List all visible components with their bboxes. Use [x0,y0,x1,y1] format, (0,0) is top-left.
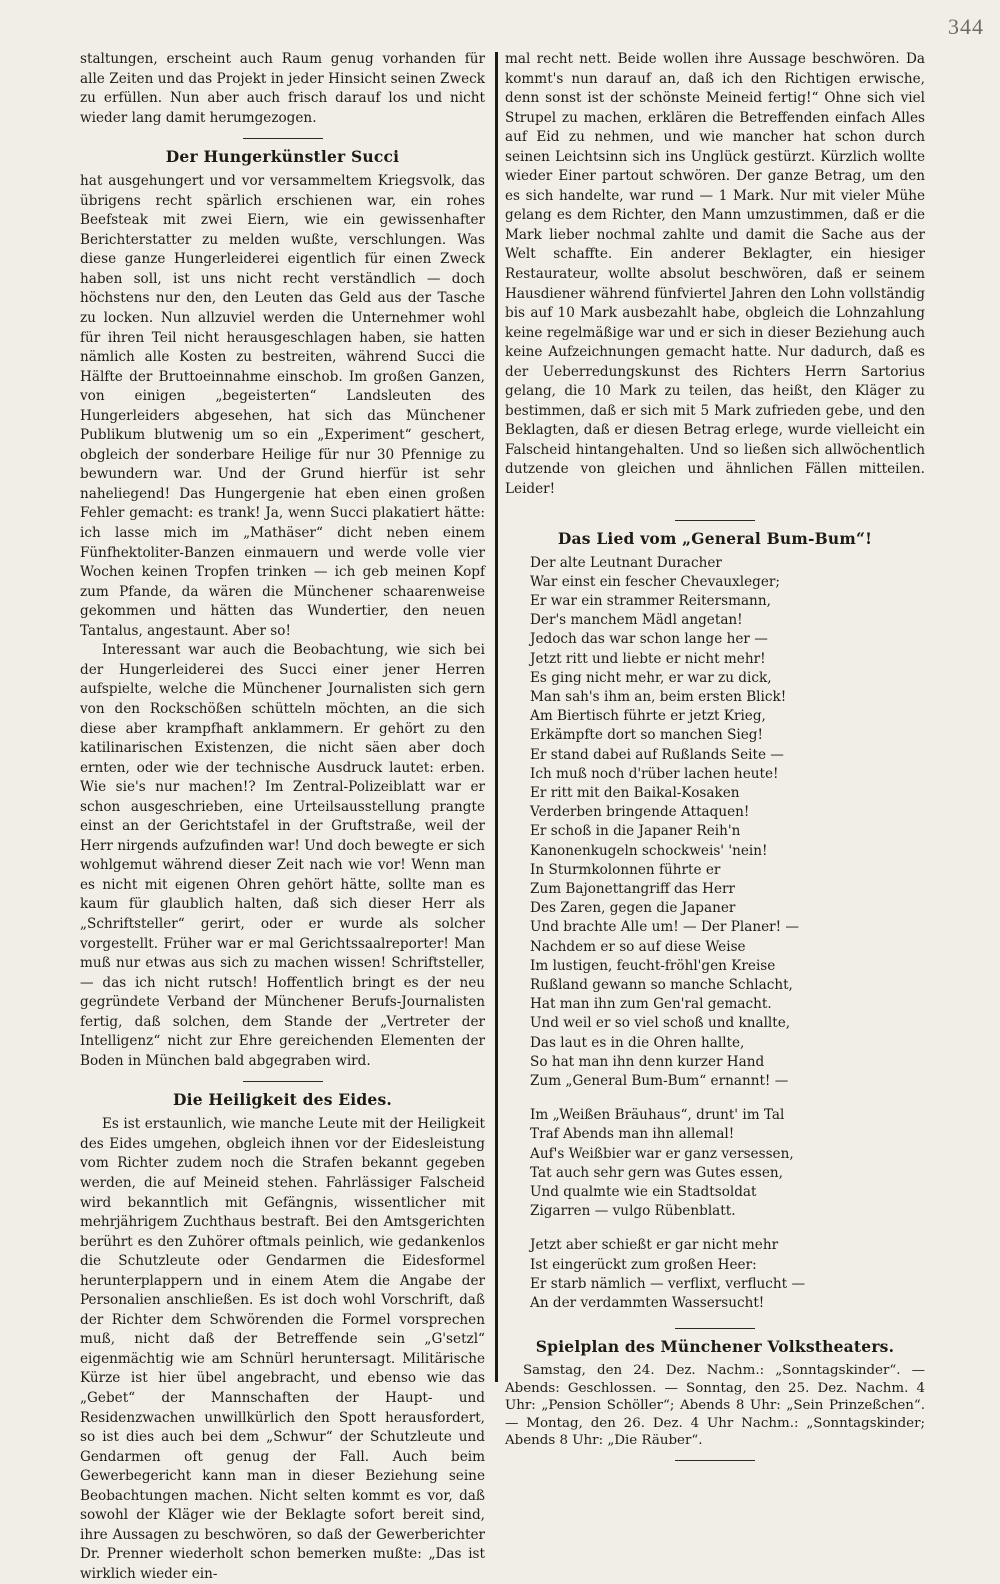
poem-line: Zum „General Bum-Bum“ ernannt! — [530,1073,789,1090]
playbill-text: Samstag, den 24. Dez. Nachm.: „Sonntagskinder“. — Abends: Geschlossen. — Sonntag, den 25. Dez. Nachm. 4 Uhr: „Pension Schöller“; Abends 8 Uhr: „Sein Prinzeßchen“. — Montag, den 26. Dez. 4 Uhr Nachm.: „Sonntagskinder; Abends 8 Uhr: „Die Räuber“. [505,1363,925,1449]
poem-line: Zum Bajonettangriff das Herr [530,881,736,898]
poem-line: Das laut es in die Ohren hallte, [530,1034,745,1051]
poem-line: Hat man ihn zum Gen'ral gemacht. [530,996,772,1013]
eid-paragraph-1: Es ist erstaunlich, wie manche Leute mit der Heiligkeit des Eides umgehen, obgleich ihnen vor der Eidesleistung vom Richter zudem noch die Strafen bekannt gegeben werden, die auf Meineid stehen. Fahrlässiger Falscheid wird bekanntlich mit Gefängnis, wissentlicher mit mehrjährigem Zuchthaus bestraft. Bei den Amtsgerichten berührt es den Zuhörer oftmals peinlich, wie gedankenlos die Schutzleute oder Gendarmen die Eidesformel herunterplappern und in einem Atem die Angabe der Personalien anschließen. Es ist doch wohl Vorschrift, daß der Richter dem Schwörenden die Formel vorsprechen muß, nicht daß der Betreffende sein „G'setzl“ eigenmächtig wie am Schnürl heruntersagt. Militärische Kürze ist hier übel angebracht, und ebenso wie das „Gebet“ der Mannschaften der Haupt- und Residenzwachen unwillkürlich den Spott herausfordert, so ist dies auch bei dem „Schwur“ der Schutzleute und Gendarmen oft genug der Fall. Auch beim Gewerbegericht kann man in dieser Beziehung seine Beobachtungen machen. Nicht selten kommt es vor, daß sowohl der Kläger wie der Beklagte sofort bereit sind, ihre Aussagen zu beschwören, so daß der Gewerberichter Dr. Prenner wiederholt schon bemerken mußte: „Das ist wirklich wieder ein- [80,1116,485,1582]
poem-line: Jetzt ritt und liebte er nicht mehr! [530,650,766,667]
poem-line: Man sah's ihm an, beim ersten Blick! [530,689,787,705]
poem-line: Verderben bringende Attaquen! [530,804,750,821]
poem-line: War einst ein fescher Chevauxleger; [530,573,780,590]
poem-line: Im lustigen, feucht-fröhl'gen Kreise [530,957,776,974]
poem-stanza [530,1236,925,1313]
poem-line: Und qualmte wie ein Stadtsoldat [530,1184,757,1201]
succi-paragraph-1: hat ausgehungert und vor versammeltem Kriegsvolk, das übrigens recht spärlich erschienen war, ein rohes Beefsteak mit zwei Eiern, wie ein gewissenhafter Berichterstatter zu melden wußte, verschlungen. Was diese ganze Hungerleiderei eigentlich für einen Zweck haben soll, ist uns nicht recht verständlich — doch höchstens nur den, den Leuten das Geld aus der Tasche zu locken. Nun allzuviel werden die Unternehmer wohl für ihren Teil nicht herausgeschlagen haben, sie hatten nämlich alle Kosten zu bestreiten, während Succi die Hälfte der Bruttoeinnahme einschob. Im großen Ganzen, von einigen „begeisterten“ Landsleuten des Hungerleiders abgesehen, hat sich das Münchener Publikum blutwenig um so ein „Experiment“ geschert, obgleich der sonderbare Heilige für nur 30 Pfennige zu bewundern war. Und der Grund hierfür ist sehr naheliegend! Das Hungergenie hat eben einen großen Fehler gemacht: es trank! Ja, wenn Succi plakatiert hätte: ich lasse mich im „Mathäser“ dicht neben einem Fünfhektoliter-Banzen einmauern und werde volle vier Wochen keinen Tropfen trinken — ich geb meinen Kopf zum Pfande, da wären die Münchener schaarenweise gekommen und hätten das Wundertier, den neuen Tantalus, angestaunt. Aber so! [80,173,485,639]
poem-line: Es ging nicht mehr, er war zu dick, [530,669,772,686]
left-column [80,50,485,1584]
section-divider [675,1328,755,1329]
poem-line: Er ritt mit den Baikal-Kosaken [530,785,740,802]
poem-line: Traf Abends man ihn allemal! [530,1126,735,1143]
eid-continuation: mal recht nett. Beide wollen ihre Aussage beschwören. Da kommt's nun darauf an, daß ich den Richtigen erwische, denn sonst ist der schönste Meineid fertig!“ Ohne sich viel Strupel zu machen, erklären die Betreffenden einfach Alles auf Eid zu nehmen, und wie mancher hat schon durch seinen Leichtsinn sich ins Unglück gestürzt. Kürzlich wollte wieder Einer partout schwören. Der ganze Betrag, um den es sich handelte, war rund — 1 Mark. Nur mit vieler Mühe gelang es dem Richter, den Mann umzustimmen, daß er die Mark lieber nochmal zahlte und damit die Sache aus der Welt schaffte. Ein anderer Beklagter, ein hiesiger Restaurateur, wollte absolut beschwören, daß er seinem Hausdiener während fünfviertel Jahren den Lohn vollständig bis auf 10 Mark ausbezahlt habe, obgleich die Lohnzahlung keine regelmäßige war und er sich in dieser Beziehung auch keine Aufzeichnungen gemacht hatte. Nur dadurch, daß es der Ueberredungskunst des Richters Herrn Sartorius gelang, die 10 Mark zu teilen, das heißt, den Kläger zu bestimmen, daß er sich mit 5 Mark zufrieden gebe, und den Beklagten, daß er diesen Betrag erlege, wurde vielleicht ein Falscheid hintangehalten. Und so ließen sich allwöchentlich dutzende von gleichen und ähnlichen Fällen mitteilen. Leider! [505,51,925,498]
intro-paragraph: staltungen, erscheint auch Raum genug vorhanden für alle Zeiten und das Projekt in jeder Hinsicht seinen Zweck zu erfüllen. Nun aber auch frisch darauf los und nicht wieder lang damit herumgezogen. [80,51,485,126]
poem-line: Tat auch sehr gern was Gutes essen, [530,1164,783,1181]
article-title-eid: Die Heiligkeit des Eides. [173,1090,392,1110]
poem-line: Jedoch das war schon lange her — [530,631,768,648]
section-divider [675,520,755,521]
poem-line: An der verdammten Wassersucht! [530,1295,765,1312]
poem-stanza [530,554,925,1092]
poem-line: Zigarren — vulgo Rübenblatt. [530,1203,736,1220]
poem-title: Das Lied vom „General Bum-Bum“! [557,528,873,548]
poem-line: Am Biertisch führte er jetzt Krieg, [530,708,766,725]
poem-line: So hat man ihn denn kurzer Hand [530,1053,765,1070]
playbill [505,1362,925,1450]
playbill-title: Spielplan des Münchener Volkstheaters. [535,1337,895,1357]
poem-line: Kanonenkugeln schockweis' 'nein! [530,842,768,859]
poem-line: Und weil er so viel schoß und knallte, [530,1015,791,1032]
poem-line: Rußland gewann so manche Schlacht, [530,977,793,994]
section-divider [243,138,323,139]
poem-line: Er schoß in die Japaner Reih'n [530,823,741,840]
page-number: 344 [948,14,984,39]
poem-line: Im „Weißen Bräuhaus“, drunt' im Tal [530,1107,785,1124]
article-title-succi: Der Hungerkünstler Succi [165,147,400,167]
section-divider [243,1081,323,1082]
poem-line: Und brachte Alle um! — Der Planer! — [530,919,799,936]
poem-line: Er war ein strammer Reitersmann, [530,592,771,609]
poem-line: Erkämpfte dort so manchen Sieg! [530,727,763,744]
column-divider [495,52,498,1382]
poem [530,554,925,1314]
poem-line: Er stand dabei auf Rußlands Seite — [530,746,784,763]
poem-line: Jetzt aber schießt er gar nicht mehr [530,1237,779,1254]
poem-line: Der alte Leutnant Duracher [530,554,722,571]
poem-line: Des Zaren, gegen die Japaner [530,900,736,917]
poem-line: Ist eingerückt zum großen Heer: [530,1256,757,1273]
poem-line: Er starb nämlich — verflixt, verflucht — [530,1275,806,1292]
poem-line: Ich muß noch d'rüber lachen heute! [530,765,779,782]
poem-line: In Sturmkolonnen führte er [530,861,721,878]
poem-line: Auf's Weißbier war er ganz versessen, [530,1145,794,1162]
right-column [505,50,925,1467]
section-divider [675,1460,755,1461]
poem-stanza [530,1106,925,1221]
poem-line: Nachdem er so auf diese Weise [530,938,746,955]
succi-paragraph-2: Interessant war auch die Beobachtung, wie sich bei der Hungerleiderei des Succi einer jener Herren aufspielte, welche die Münchener Journalisten sich gern von den Rockschößen schütteln möchten, an die sich diese aber krampfhaft anklammern. Er gehört zu den katilinarischen Existenzen, die nicht säen aber doch ernten, oder wie der technische Ausdruck lautet: erben. Wie sie's nur machen!? Im Zentral-Polizeiblatt war er schon ausgeschrieben, eine Urteilsausstellung prangte einst an der Gerichtstafel in der Gruftstraße, weil der Herr nirgends aufzufinden war! Und doch bewegte er sich wohlgemut während dieser Zeit nach wie vor! Wenn man es nicht mit eigenen Ohren gehört hätte, sollte man es kaum für glaublich halten, daß sich dieser Herr als „Schriftsteller“ gerirt, oder er wurde als solcher vorgestellt. Früher war er mal Gerichtssaalreporter! Man muß nur etwas aus sich zu machen wissen! Schriftsteller, — das ich nicht rutsch! Hoffentlich bringt es der neu gegründete Verband der Münchener Berufs-Journalisten fertig, daß solchen, dem Stande der „Vertreter der Intelligenz“ nicht zur Ehre gereichenden Elementen der Boden in München bald abgegraben wird. [80,642,485,1069]
poem-line: Der's manchem Mädl angetan! [530,612,743,629]
